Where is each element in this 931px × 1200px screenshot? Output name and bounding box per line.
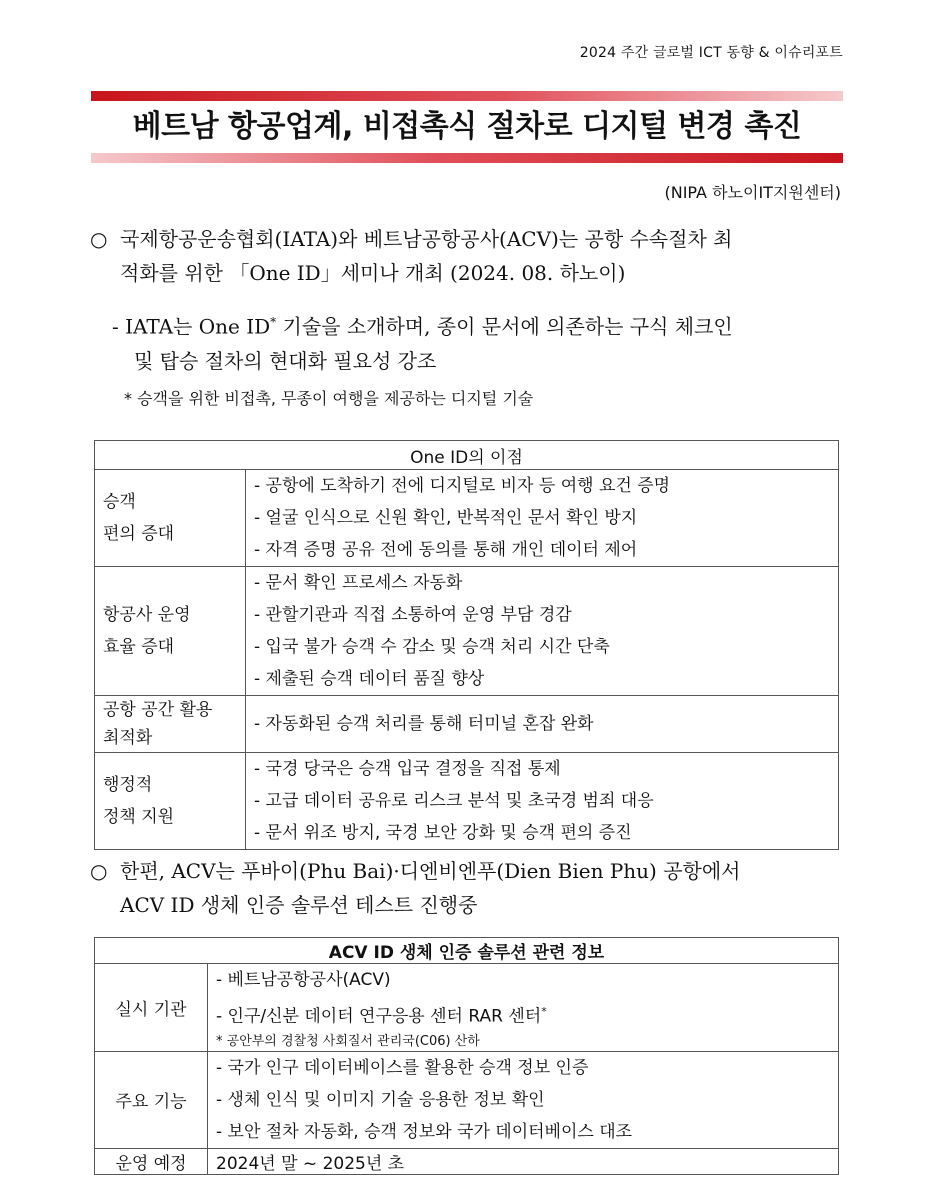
bullet-acv-test (90, 854, 842, 922)
row-item: - 국가 인구 데이터베이스를 활용한 승객 정보 인증 (216, 1057, 589, 1078)
acv-id-info-table (94, 937, 839, 1175)
row-item: - 국경 당국은 승객 입국 결정을 직접 통제 (254, 759, 561, 779)
row-category: 정책 지원 (103, 807, 175, 827)
row-item: - 입국 불가 승객 수 감소 및 승객 처리 시간 단축 (254, 637, 610, 657)
table-header: ACV ID 생체 인증 솔루션 관련 정보 (95, 938, 839, 964)
row-category: 항공사 운영 (103, 605, 191, 625)
row-footnote: * 공안부의 경찰청 사회질서 관리국(C06) 산하 (216, 1033, 480, 1049)
bullet-seminar-line1: 국제항공운송협회(IATA)와 베트남공항공사(ACV)는 공항 수속절차 최 (120, 227, 733, 251)
row-item: - 생체 인식 및 이미지 기술 응용한 정보 확인 (216, 1089, 545, 1110)
row-category: 최적화 (103, 728, 153, 748)
table-row (95, 567, 839, 696)
row-item: - 공항에 도착하기 전에 디지털로 비자 등 여행 요건 증명 (254, 476, 671, 496)
report-header: 2024 주간 글로벌 ICT 동향 & 이슈리포트 (579, 45, 843, 61)
table-row (95, 470, 839, 567)
row-category: 효율 증대 (103, 637, 175, 657)
bullet-acv-line1: 한편, ACV는 푸바이(Phu Bai)·디엔비엔푸(Dien Bien Phu) 공항에서 (120, 859, 741, 883)
row-category: 행정적 (103, 775, 153, 795)
row-item: - 고급 데이터 공유로 리스크 분석 및 초국경 범죄 대응 (254, 791, 654, 811)
table-row (95, 964, 839, 1052)
footnote-marker: * (270, 315, 277, 329)
sub-bullet-iata-line2: 및 탑승 절차의 현대화 필요성 강조 (134, 348, 437, 373)
one-id-benefits-table (94, 440, 839, 850)
row-item: 2024년 말 ~ 2025년 초 (208, 1148, 839, 1174)
footnote-one-id: * 승객을 위한 비접촉, 무종이 여행을 제공하는 디지털 기술 (124, 389, 534, 408)
row-category: 실시 기관 (95, 964, 208, 1052)
sub-bullet-iata (112, 305, 842, 378)
row-item: - 자격 증명 공유 전에 동의를 통해 개인 데이터 제어 (254, 540, 638, 560)
source-label: (NIPA 하노이IT지원센터) (664, 183, 841, 202)
table-row (95, 1051, 839, 1148)
table-header: One ID의 이점 (95, 441, 839, 470)
row-item: - 얼굴 인식으로 신원 확인, 반복적인 문서 확인 방지 (254, 508, 638, 528)
row-category: 공항 공간 활용 (103, 700, 213, 720)
row-item: - 보안 절차 자동화, 승객 정보와 국가 데이터베이스 대조 (216, 1121, 633, 1142)
table-row (95, 1148, 839, 1174)
circle-bullet-icon: ○ (90, 859, 108, 883)
row-item: - 자동화된 승객 처리를 통해 터미널 혼잡 완화 (254, 714, 594, 734)
bullet-seminar-line2: 적화를 위한 「One ID」세미나 개최 (2024. 08. 하노이) (120, 261, 626, 285)
bullet-acv-line2: ACV ID 생체 인증 솔루션 테스트 진행중 (120, 893, 478, 917)
page-title: 베트남 항공업계, 비접촉식 절차로 디지털 변경 촉진 (132, 109, 802, 144)
title-band-bottom (91, 153, 843, 163)
bullet-seminar (90, 222, 842, 290)
row-item: - 관할기관과 직접 소통하여 운영 부담 경감 (254, 605, 572, 625)
row-category: 승객 (103, 492, 136, 512)
row-category: 운영 예정 (95, 1148, 208, 1174)
row-item: - 문서 확인 프로세스 자동화 (254, 573, 463, 593)
row-item: - 문서 위조 방지, 국경 보안 강화 및 승객 편의 증진 (254, 823, 632, 843)
table-row (95, 696, 839, 753)
row-item: - 인구/신분 데이터 연구응용 센터 RAR 센터 (216, 1006, 542, 1027)
row-category: 편의 증대 (103, 524, 175, 544)
row-category: 주요 기능 (95, 1051, 208, 1148)
table-row (95, 753, 839, 850)
row-item: - 제출된 승객 데이터 품질 향상 (254, 669, 485, 689)
title-band-top (91, 91, 843, 101)
sub-bullet-iata-post: 기술을 소개하며, 종이 문서에 의존하는 구식 체크인 (276, 314, 733, 339)
circle-bullet-icon: ○ (90, 227, 108, 251)
footnote-marker: * (541, 1005, 547, 1018)
sub-bullet-iata-pre: - IATA는 One ID (112, 314, 271, 339)
row-item: - 베트남공항공사(ACV) (216, 970, 391, 990)
